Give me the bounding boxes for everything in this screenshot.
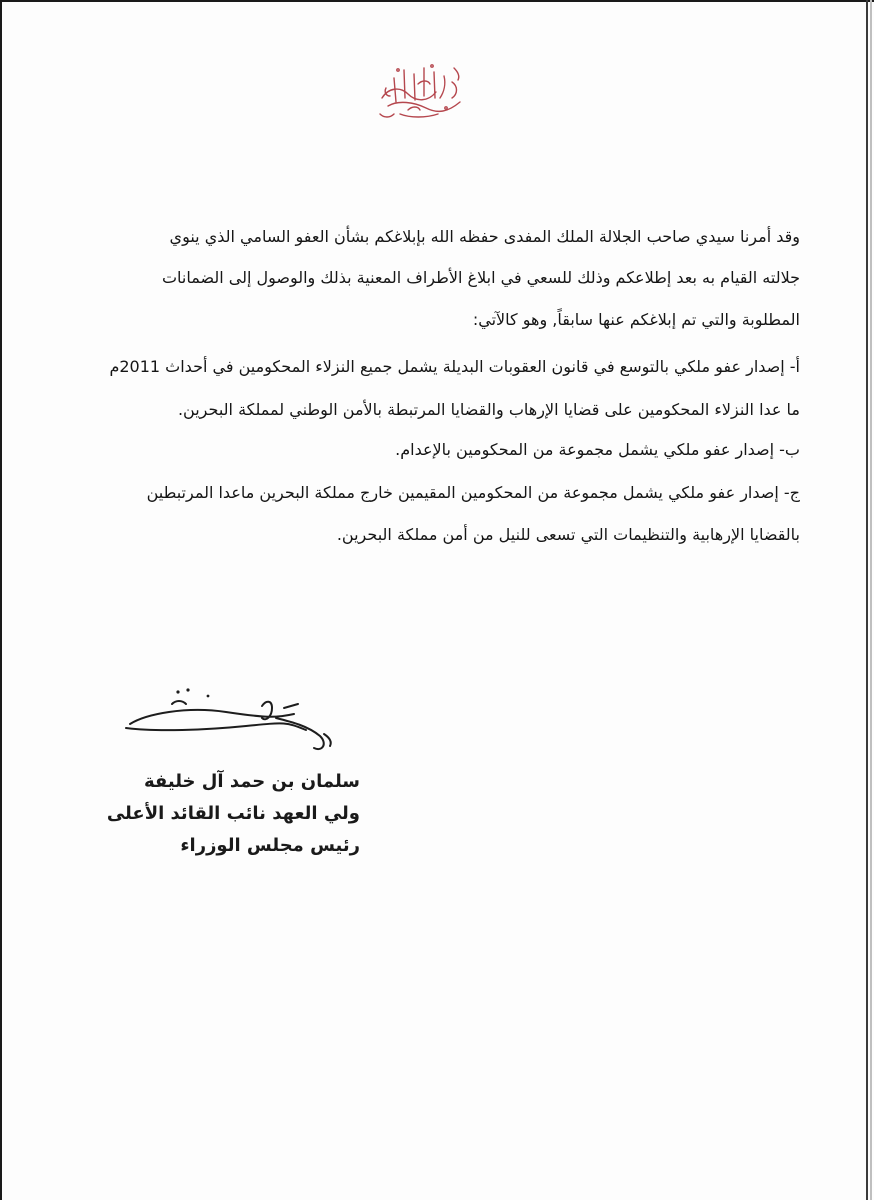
paragraph-line-1: وقد أمرنا سيدي صاحب الجلالة الملك المفدى حفظه الله بإبلاغكم بشأن العفو السامي الذي ينوي <box>169 227 800 246</box>
signatory-name: سلمان بن حمد آل خليفة <box>143 771 360 792</box>
handwritten-signature-icon <box>116 678 346 758</box>
list-item-a-line-1: أ- إصدار عفو ملكي بالتوسع في قانون العقوبات البديلة يشمل جميع النزلاء المحكومين في أحداث 2011م <box>109 357 800 376</box>
list-item-b: ب- إصدار عفو ملكي يشمل مجموعة من المحكومين بالإعدام. <box>395 440 800 459</box>
page-border-left <box>0 0 2 1200</box>
page-shadow-right <box>870 0 872 1200</box>
list-item-c-line-2: بالقضايا الإرهابية والتنظيمات التي تسعى للنيل من أمن مملكة البحرين. <box>336 525 800 544</box>
list-item-c-line-1: ج- إصدار عفو ملكي يشمل مجموعة من المحكومين المقيمين خارج مملكة البحرين ماعدا المرتبطين <box>146 483 800 502</box>
page-border-top <box>0 0 874 2</box>
paragraph-line-2: جلالته القيام به بعد إطلاعكم وذلك للسعي في ابلاغ الأطراف المعنية بذلك والوصول إلى الضمانات <box>161 268 800 287</box>
list-item-a-line-2: ما عدا النزلاء المحكومين على قضايا الإرهاب والقضايا المرتبطة بالأمن الوطني لمملكة البحرين. <box>177 400 800 419</box>
paragraph-line-3: المطلوبة والتي تم إبلاغكم عنها سابقاً, وهو كالآتي: <box>472 310 800 329</box>
signatory-title-2: رئيس مجلس الوزراء <box>180 835 360 856</box>
royal-seal-icon <box>374 58 468 122</box>
page-border-right <box>866 0 868 1200</box>
signatory-title-1: ولي العهد نائب القائد الأعلى <box>106 803 360 824</box>
